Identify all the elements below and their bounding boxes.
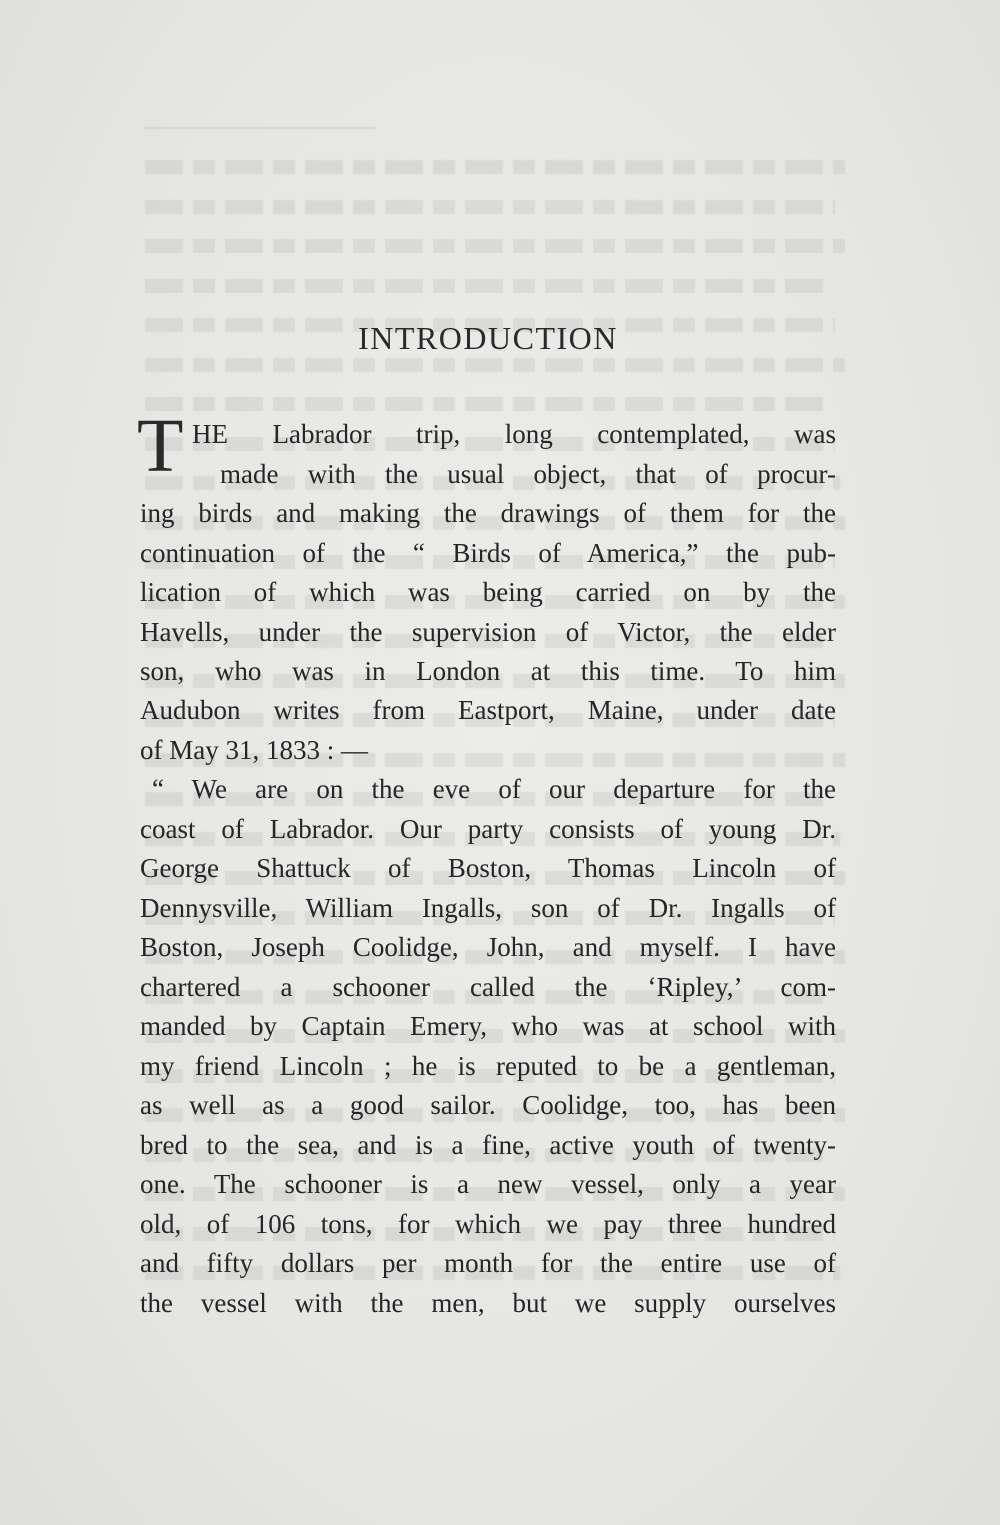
- paragraph-line: old, of 106 tons, for which we pay three hundred: [140, 1209, 836, 1239]
- page-title: INTRODUCTION: [358, 320, 618, 356]
- paragraph-line: George Shattuck of Boston, Thomas Lincoln of: [140, 853, 836, 883]
- paragraph-line: manded by Captain Emery, who was at school with: [140, 1011, 836, 1041]
- paragraph-line: made with the usual object, that of procur-: [220, 459, 836, 489]
- paragraph-line: bred to the sea, and is a fine, active youth of twenty-: [140, 1130, 836, 1160]
- paragraph-line: Havells, under the supervision of Victor, the elder: [140, 617, 836, 647]
- paragraph-line: Audubon writes from Eastport, Maine, under date: [140, 695, 836, 725]
- paragraph-line: “ We are on the eve of our departure for the: [152, 774, 836, 804]
- paragraph-line: lication of which was being carried on by the: [140, 577, 836, 607]
- paragraph-line: coast of Labrador. Our party consists of young Dr.: [140, 814, 836, 844]
- paragraph-line: my friend Lincoln ; he is reputed to be a gentleman,: [140, 1051, 836, 1081]
- paragraph-line: as well as a good sailor. Coolidge, too, has been: [140, 1090, 836, 1120]
- paragraph-line: one. The schooner is a new vessel, only a year: [140, 1169, 836, 1199]
- paragraph-line: Dennysville, William Ingalls, son of Dr. Ingalls of: [140, 893, 836, 923]
- paragraph-line: ing birds and making the drawings of them for the: [140, 498, 836, 528]
- show-through-line: [145, 397, 825, 411]
- show-through-line: [145, 279, 825, 293]
- paragraph-line: continuation of the “ Birds of America,” the pub-: [140, 538, 836, 568]
- show-through-line: [145, 200, 835, 214]
- paragraph-line: chartered a schooner called the ‘Ripley,’ com-: [140, 972, 836, 1002]
- paragraph-line: the vessel with the men, but we supply ourselves: [140, 1288, 836, 1318]
- show-through-line: [145, 358, 845, 372]
- paragraph-line: Boston, Joseph Coolidge, John, and myself. I have: [140, 932, 836, 962]
- paragraph-line: son, who was in London at this time. To him: [140, 656, 836, 686]
- paragraph-line: and fifty dollars per month for the entire use of: [140, 1248, 836, 1278]
- paragraph-line: HE Labrador trip, long contemplated, was: [192, 419, 836, 449]
- show-through-line: [145, 239, 845, 253]
- paragraph-line: of May 31, 1833 : —: [140, 735, 368, 765]
- drop-cap: T: [137, 404, 184, 488]
- show-through-rule: [145, 127, 375, 129]
- show-through-line: [145, 160, 845, 174]
